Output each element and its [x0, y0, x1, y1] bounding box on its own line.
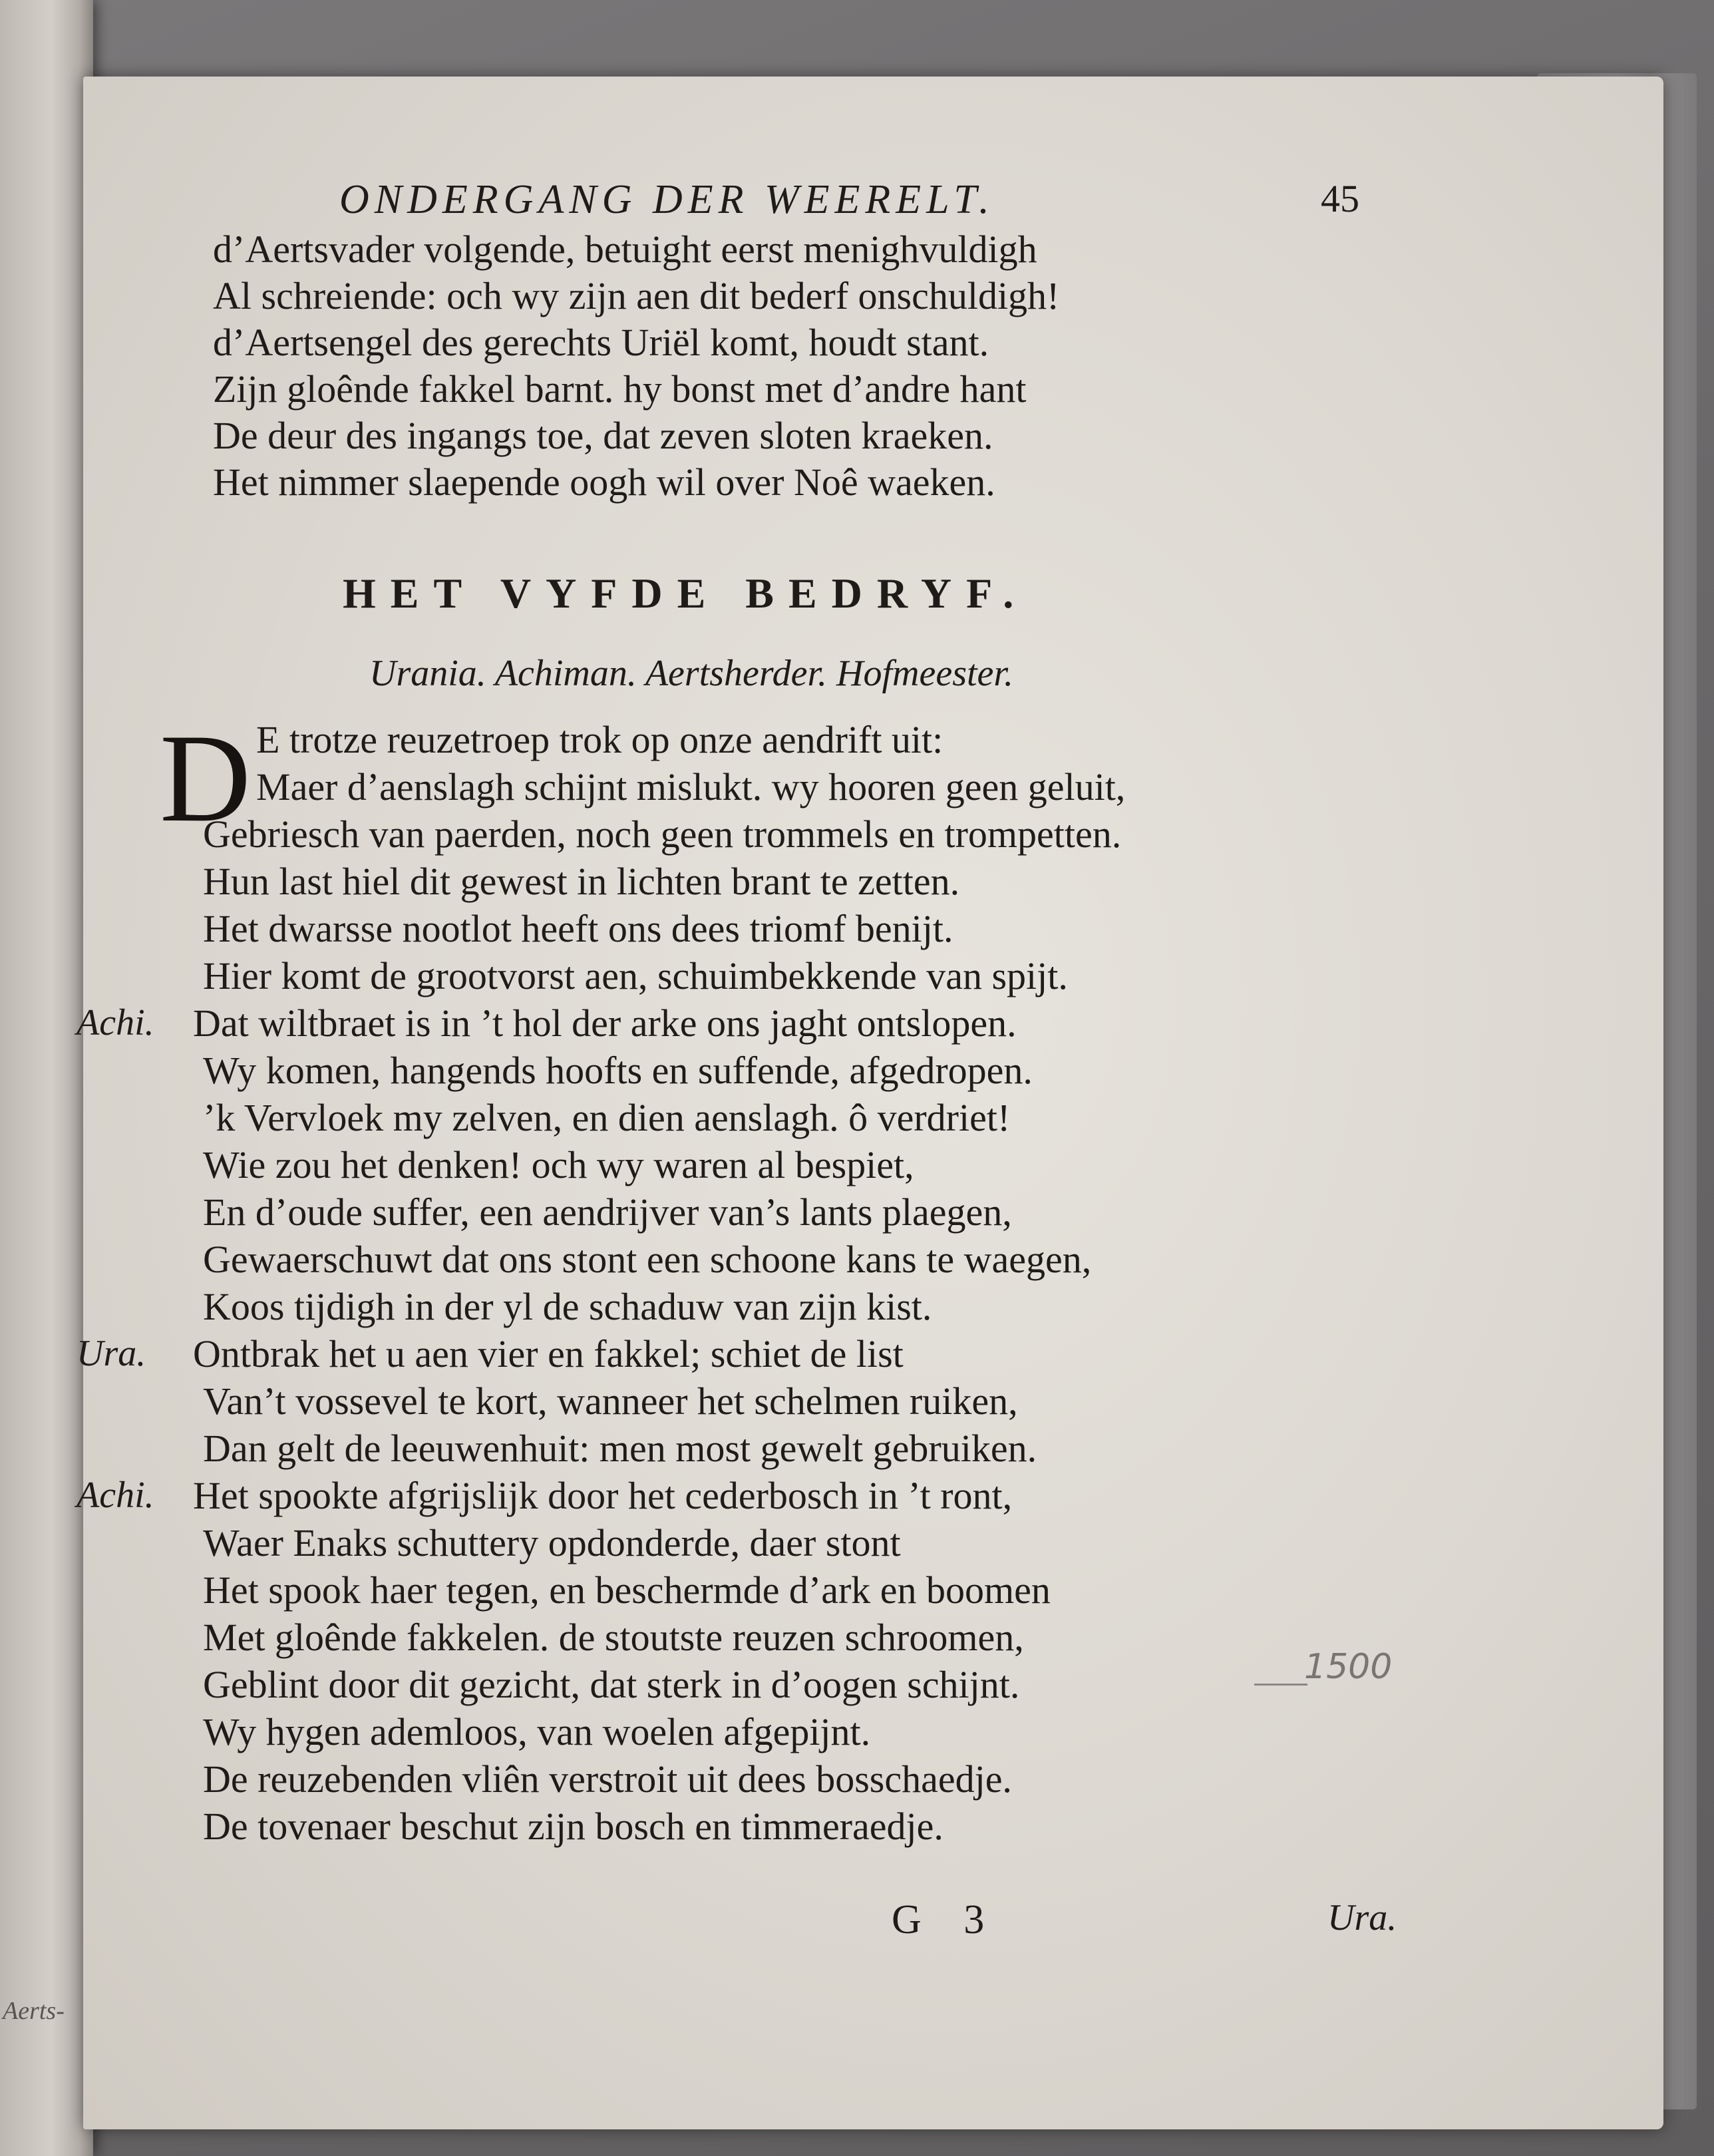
facing-page-edge: [0, 0, 93, 2156]
speaker-label: Achi.: [77, 1475, 154, 1516]
verse-line: Wie zou het denken! och wy waren al bespiet,: [203, 1143, 914, 1186]
speaker-label: Achi.: [77, 1002, 154, 1043]
verse-line: De reuzebenden vliên verstroit uit dees bosschaedje.: [203, 1757, 1012, 1801]
verse-line: d’Aertsengel des gerechts Uriël komt, houdt stant.: [213, 321, 989, 364]
verse-line: Waer Enaks schuttery opdonderde, daer stont: [203, 1521, 901, 1564]
verse-line: Dan gelt de leeuwenhuit: men most gewelt gebruiken.: [203, 1427, 1037, 1470]
speaker-label: Ura.: [77, 1333, 146, 1374]
verse-line: Gewaerschuwt dat ons stont een schoone kans te waegen,: [203, 1238, 1092, 1281]
act-title: HET VYFDE BEDRYF.: [343, 570, 1029, 617]
verse-line: Koos tijdigh in der yl de schaduw van zijn kist.: [203, 1285, 932, 1328]
signature-mark: G 3: [892, 1897, 1001, 1942]
verse-line: Dat wiltbraet is in ’t hol der arke ons jaght ontslopen.: [193, 1001, 1017, 1045]
verse-line: E trotze reuzetroep trok op onze aendrift uit:: [256, 718, 943, 761]
verse-line: En d’oude suffer, een aendrijver van’s lants plaegen,: [203, 1190, 1012, 1234]
cast-list: Urania. Achiman. Aertsherder. Hofmeester.: [369, 653, 1013, 694]
catchword: Ura.: [1327, 1897, 1397, 1938]
verse-line: Wy hygen ademloos, van woelen afgepijnt.: [203, 1710, 871, 1753]
pencil-annotation: 1500: [1304, 1647, 1393, 1687]
page-number: 45: [1321, 177, 1359, 220]
verse-line: Het spookte afgrijslijk door het cederbosch in ’t ront,: [193, 1474, 1013, 1517]
verse-line: De tovenaer beschut zijn bosch en timmeraedje.: [203, 1805, 943, 1848]
verse-line: Het spook haer tegen, en beschermde d’ark en boomen: [203, 1568, 1051, 1612]
verse-line: Gebriesch van paerden, noch geen trommels en trompetten.: [203, 812, 1122, 856]
verse-line: Al schreiende: och wy zijn aen dit bederf onschuldigh!: [213, 274, 1060, 317]
verse-line: Met gloênde fakkelen. de stoutste reuzen schroomen,: [203, 1616, 1024, 1659]
verse-line: Het nimmer slaepende oogh wil over Noê waeken.: [213, 460, 995, 504]
verse-line: Hier komt de grootvorst aen, schuimbekkende van spijt.: [203, 954, 1068, 997]
verse-line: ’k Vervloek my zelven, en dien aenslagh. ô verdriet!: [203, 1096, 1011, 1139]
facing-page-catchword: Aerts-: [3, 1997, 65, 2025]
pencil-mark: [1254, 1684, 1307, 1686]
verse-line: Zijn gloênde fakkel barnt. hy bonst met d’andre hant: [213, 367, 1027, 411]
verse-line: Van’t vossevel te kort, wanneer het schelmen ruiken,: [203, 1379, 1018, 1423]
verse-line: Hun last hiel dit gewest in lichten brant te zetten.: [203, 860, 960, 903]
verse-line: Ontbrak het u aen vier en fakkel; schiet de list: [193, 1332, 904, 1375]
verse-line: Maer d’aenslagh schijnt mislukt. wy hooren geen geluit,: [256, 765, 1126, 808]
verse-line: Wy komen, hangends hoofts en suffende, afgedropen.: [203, 1049, 1033, 1092]
running-head: ONDERGANG DER WEERELT.: [339, 177, 995, 222]
verse-line: d’Aertsvader volgende, betuight eerst menighvuldigh: [213, 228, 1037, 271]
verse-line: De deur des ingangs toe, dat zeven sloten kraeken.: [213, 414, 993, 457]
drop-capital: D: [160, 709, 252, 848]
verse-line: Het dwarsse nootlot heeft ons dees triomf benijt.: [203, 907, 953, 950]
book-page: [77, 77, 1663, 2129]
verse-line: Geblint door dit gezicht, dat sterk in d’oogen schijnt.: [203, 1663, 1020, 1706]
